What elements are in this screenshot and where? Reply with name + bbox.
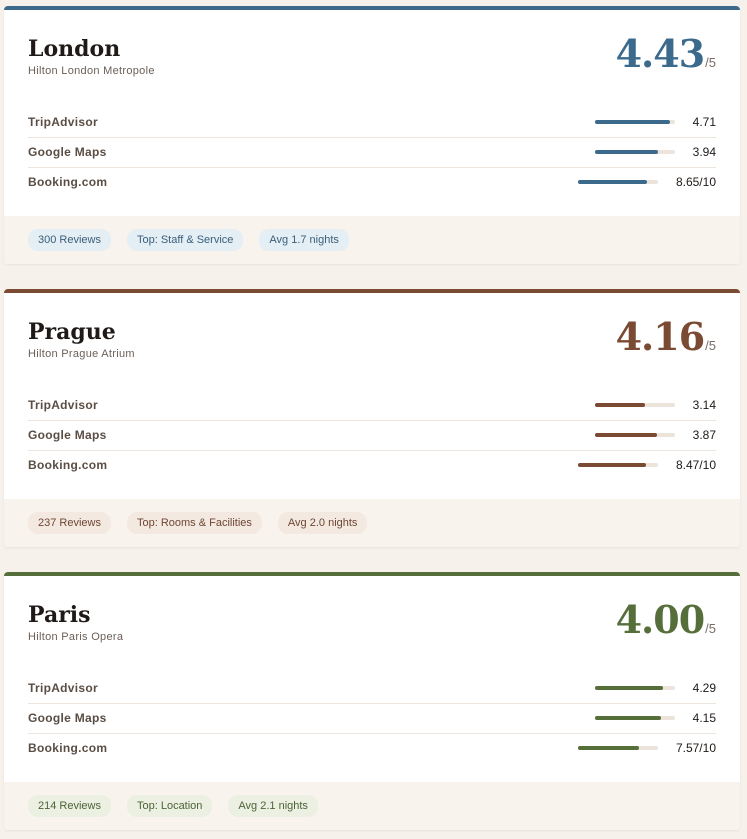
rating-bar-fill [578, 746, 639, 750]
reviews-count-tag: 214 Reviews [28, 795, 111, 817]
rating-row-google-maps [28, 703, 716, 734]
rating-bar-fill [578, 463, 646, 467]
rating-source: TripAdvisor [28, 398, 98, 412]
rating-bar [578, 180, 658, 184]
rating-row-booking [28, 733, 716, 763]
city-name: Paris [28, 602, 91, 628]
rating-source: Google Maps [28, 711, 107, 725]
score-value: 4.43 [615, 31, 705, 76]
card-footer [4, 216, 740, 264]
rating-value: 4.29 [692, 681, 716, 695]
rating-source: Booking.com [28, 458, 108, 472]
top-category-tag: Top: Staff & Service [127, 229, 243, 251]
rating-source: Booking.com [28, 741, 108, 755]
rating-bar-fill [595, 433, 657, 437]
top-category-tag: Top: Location [127, 795, 212, 817]
rating-bar [595, 120, 675, 124]
rating-source: Booking.com [28, 175, 108, 189]
hotel-name: Hilton Prague Atrium [28, 348, 135, 360]
avg-nights-tag: Avg 1.7 nights [259, 229, 349, 251]
rating-bar [578, 746, 658, 750]
rating-value: 3.94 [692, 145, 716, 159]
hotel-name: Hilton London Metropole [28, 65, 155, 77]
card-accent-bar [4, 572, 740, 576]
city-card [4, 572, 740, 830]
rating-value: 4.71 [692, 115, 716, 129]
rating-value: 8.47/10 [675, 458, 716, 472]
rating-source: Google Maps [28, 145, 107, 159]
score-value: 4.16 [615, 314, 705, 359]
card-accent-bar [4, 289, 740, 293]
city-card [4, 289, 740, 547]
rating-row-tripadvisor [28, 673, 716, 704]
score-scale: /5 [705, 55, 716, 70]
rating-value: 4.15 [692, 711, 716, 725]
rating-bar [595, 403, 675, 407]
avg-nights-tag: Avg 2.0 nights [278, 512, 368, 534]
score-value: 4.00 [615, 597, 705, 642]
rating-bar [595, 150, 675, 154]
city-name: London [28, 36, 121, 62]
rating-row-tripadvisor [28, 390, 716, 421]
rating-row-google-maps [28, 137, 716, 168]
hotel-name: Hilton Paris Opera [28, 631, 124, 643]
card-accent-bar [4, 6, 740, 10]
rating-value: 8.65/10 [675, 175, 716, 189]
rating-row-tripadvisor [28, 107, 716, 138]
card-footer [4, 499, 740, 547]
rating-bar [595, 686, 675, 690]
rating-source: TripAdvisor [28, 681, 98, 695]
reviews-count-tag: 237 Reviews [28, 512, 111, 534]
reviews-count-tag: 300 Reviews [28, 229, 111, 251]
top-category-tag: Top: Rooms & Facilities [127, 512, 262, 534]
rating-value: 3.14 [692, 398, 716, 412]
overall-score [616, 315, 716, 359]
card-footer [4, 782, 740, 830]
avg-nights-tag: Avg 2.1 nights [228, 795, 318, 817]
rating-bar [595, 433, 675, 437]
rating-value: 3.87 [692, 428, 716, 442]
rating-row-booking [28, 450, 716, 480]
rating-bar-fill [595, 716, 661, 720]
score-scale: /5 [705, 338, 716, 353]
overall-score [616, 32, 716, 76]
overall-score [616, 598, 716, 642]
city-name: Prague [28, 319, 116, 345]
rating-bar [578, 463, 658, 467]
rating-source: Google Maps [28, 428, 107, 442]
rating-row-google-maps [28, 420, 716, 451]
rating-bar-fill [595, 120, 670, 124]
rating-value: 7.57/10 [675, 741, 716, 755]
rating-bar-fill [595, 150, 658, 154]
rating-bar-fill [595, 686, 664, 690]
rating-source: TripAdvisor [28, 115, 98, 129]
rating-bar-fill [578, 180, 647, 184]
score-scale: /5 [705, 621, 716, 636]
rating-row-booking [28, 167, 716, 197]
rating-bar-fill [595, 403, 645, 407]
rating-bar [595, 716, 675, 720]
city-card [4, 6, 740, 264]
